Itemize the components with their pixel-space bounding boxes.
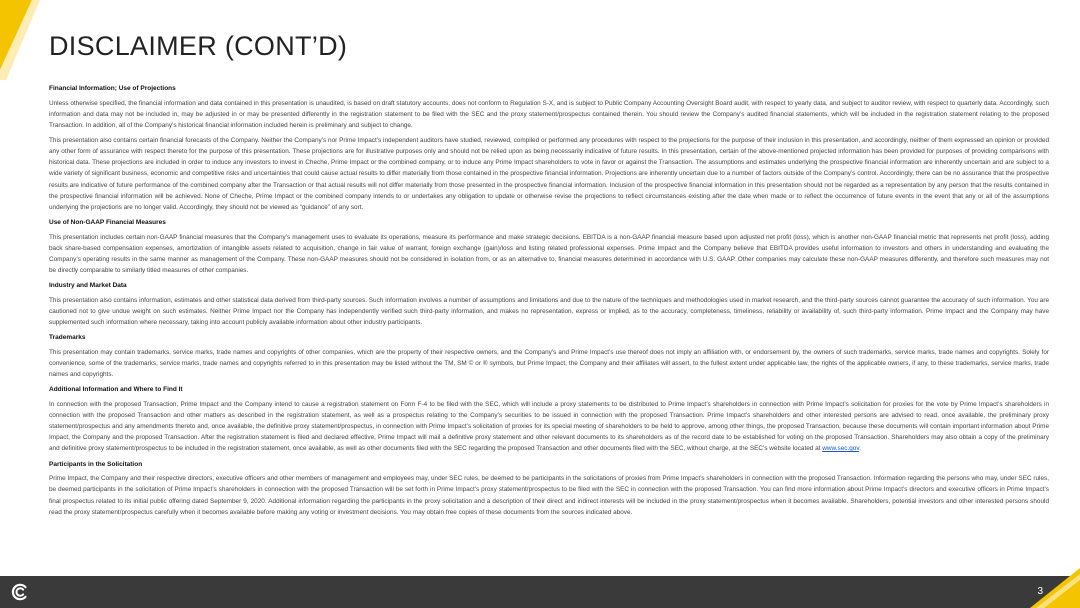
section-additional-information <box>49 384 1049 454</box>
page-number: 3 <box>1037 586 1043 597</box>
corner-accent-top-left <box>0 0 40 80</box>
paragraph: This presentation also contains certain financial forecasts of the Company. Neither the Company’s nor Prime Impact’s independent auditors have studied, reviewed, compiled or performed any procedures with respect to the projections for the purpose of their inclusion in this presentation, and accordingly, neither of them expressed an opinion or provided any other form of assurance with respect thereto for the purpose of this presentation. These projections are for illustrative purposes only and should not be relied upon as being necessarily indicative of future results. In this presentation, certain of the above-mentioned projected information has been provided for purposes of providing comparisons with historical data. These projections are included in order to induce any investors to invest in Cheche, Prime Impact or the combined company, or to induce any Prime Impact shareholders to vote in favor or against the Transaction. The assumptions and estimates underlying the prospective financial information are inherently uncertain and are subject to a wide variety of significant business, economic and competitive risks and uncertainties that could cause actual results to differ materially from those contained in the prospective financial information. Projections are inherently uncertain due to a number of factors outside of the Company’s control. Accordingly, there can be no assurance that the prospective results are indicative of future performance of the combined company after the Transaction or that actual results will not differ materially from those presented in the prospective financial information. Inclusion of the prospective financial information in this presentation should not be regarded as a representation by any person that the results contained in the prospective financial information will be achieved. None of Cheche, Prime Impact or the combined company intends to or undertakes any obligation to update or otherwise revise the projections to reflect circumstances existing after the date when made or to reflect the occurrence of future events in the event that any or all of the assumptions underlying the projections are no longer valid. Accordingly, they should not be viewed as “guidance” of any sort. <box>49 137 1049 211</box>
paragraph-text: In connection with the proposed Transaction, Prime Impact and the Company intend to cause a registration statement on Form F-4 to be filed with the SEC, which will include a proxy statements to be distributed to Prime Impact’s shareholders in connection with Prime Impact’s solicitation for proxies for the vote by Prime Impact’s shareholders in connection with the proposed Transaction and other matters as described in the registration statement, as well as a prospectus relating to the Company’s securities to be issued in connection with the proposed Transaction. Prime Impact’s shareholders and other interested persons are advised to read, once available, the preliminary proxy statement/prospectus and any amendments thereto and, once available, the definitive proxy statement/prospectus, in connection with Prime Impact’s solicitation of proxies for its special meeting of shareholders to be held to approve, among other things, the proposed Transaction, because these documents will contain important information about Prime Impact, the Company and the proposed Transaction. After the registration statement is filed and declared effective, Prime Impact will mail a definitive proxy statement and other relevant documents to its shareholders as of the record date to be established for voting on the proposed Transaction. Shareholders may also obtain a copy of the preliminary and definitive proxy statement/prospectus to be included in the registration statement, once available, as well as other documents filed with the SEC regarding the proposed Transaction and other documents filed with the SEC, without charge, at the SEC’s website located at <box>49 400 1049 453</box>
section-heading: Industry and Market Data <box>49 282 127 290</box>
sec-website-link[interactable]: www.sec.gov <box>822 445 860 453</box>
page-title: DISCLAIMER (CONT’D) <box>49 31 348 61</box>
section-participants <box>49 459 1049 518</box>
disclaimer-body <box>49 83 1049 522</box>
paragraph: Prime Impact, the Company and their respective directors, executive officers and other members of management and employees may, under SEC rules, be deemed to be participants in the solicitations of proxies from Prime Impact’s shareholders in connection with the proposed Transaction. Information regarding the persons who may, under SEC rules, be deemed participants in the solicitation of Prime Impact’s shareholders in connection with the proposed Transaction will be set forth in Prime Impact’s proxy statement/prospectus to be filed with the SEC in connection with the proposed Transaction. You can find more information about Prime Impact’s directors and executive officers in Prime Impact’s final prospectus related to its initial public offering dated September 9, 2020. Additional information regarding the participants in the proxy solicitation and a description of their direct and indirect interests will be included in the proxy statement/prospectus when it becomes available. Shareholders, potential investors and other interested persons should read the proxy statement/prospectus carefully when it becomes available before making any voting or investment decisions. You may obtain free copies of these documents from the sources indicated above. <box>49 475 1049 516</box>
cheche-logo-icon <box>10 582 30 602</box>
corner-accent-bottom-right <box>1000 568 1080 608</box>
section-heading: Financial Information; Use of Projections <box>49 85 176 92</box>
section-heading: Trademarks <box>49 334 86 342</box>
paragraph-suffix: . <box>859 445 861 453</box>
section-heading: Use of Non-GAAP Financial Measures <box>49 219 166 227</box>
section-heading: Additional Information and Where to Find It <box>49 386 183 394</box>
section-financial-information <box>49 83 1049 213</box>
footer-bar <box>0 576 1080 608</box>
paragraph: This presentation also contains information, estimates and other statistical data derived from third-party sources. Such information involves a number of assumptions and limitations and due to the nature of the techniques and methodologies used in market research, and the third-party sources cannot guarantee the accuracy of such information. You are cautioned not to give undue weight on such estimates. Neither Prime Impact nor the Company has independently verified such third-party information, and makes no representation, express or implied, as to the accuracy, completeness, timeliness, reliability or availability of, such third-party information. Prime Impact and the Company may have supplemented such information where necessary, taking into account publicly available information about other industry participants. <box>49 296 1049 327</box>
section-heading: Participants in the Solicitation <box>49 460 143 468</box>
paragraph <box>49 399 1049 455</box>
paragraph: This presentation may contain trademarks, service marks, trade names and copyrights of other companies, which are the property of their respective owners, and the Company’s and Prime Impact’s use thereof does not imply an affiliation with, or endorsement by, the owners of such trademarks, service marks, trade names and copyrights. Solely for convenience, some of the trademarks, service marks, trade names and copyrights referred to in this presentation may be listed without the TM, SM © or ® symbols, but Prime Impact, the Company and their affiliates will assert, to the fullest extent under applicable law, the rights of the applicable owners, if any, to these trademarks, service marks, trade names and copyrights. <box>49 348 1049 379</box>
paragraph: Unless otherwise specified, the financial information and data contained in this presentation is unaudited, is based on draft statutory accounts, does not conform to Regulation S-X, and is subject to Public Company Accounting Oversight Board audit, with respect to yearly data, and subject to auditor review, with respect to quarterly data. Accordingly, such information and data may not be included in, may be adjusted in or may be presented differently in the registration statement to be filed with the SEC and the proxy statement/prospectus contained therein. You should review the Company’s audited financial statements, which will be included in the registration statement relating to the proposed Transaction. In addition, all of the Company’s historical financial information included herein is preliminary and subject to change. <box>49 99 1049 129</box>
paragraph: This presentation includes certain non-GAAP financial measures that the Company’s management uses to evaluate its operations, measure its performance and make strategic decisions. EBITDA is a non-GAAP financial measure based upon adjusted net profit (loss), which is another non-GAAP financial metric that represents net profit (loss), adding back share-based compensation expenses, amortization of intangible assets related to acquisition, change in fair value of warrant, foreign exchange (gain)/loss and listing related professional expenses. Prime Impact and the Company believe that EBITDA provides useful information to investors and others in understanding and evaluating the Company’s operating results in the same manner as management of the Company. These non-GAAP measures should not be considered in isolation from, or as an alternative to, financial measures determined in accordance with U.S. GAAP. Other companies may calculate these non-GAAP measures differently, and therefore such measures may not be directly comparable to similarly titled measures of other companies. <box>49 233 1049 275</box>
section-industry-market-data <box>49 280 1049 328</box>
section-non-gaap <box>49 217 1049 276</box>
section-trademarks <box>49 332 1049 380</box>
